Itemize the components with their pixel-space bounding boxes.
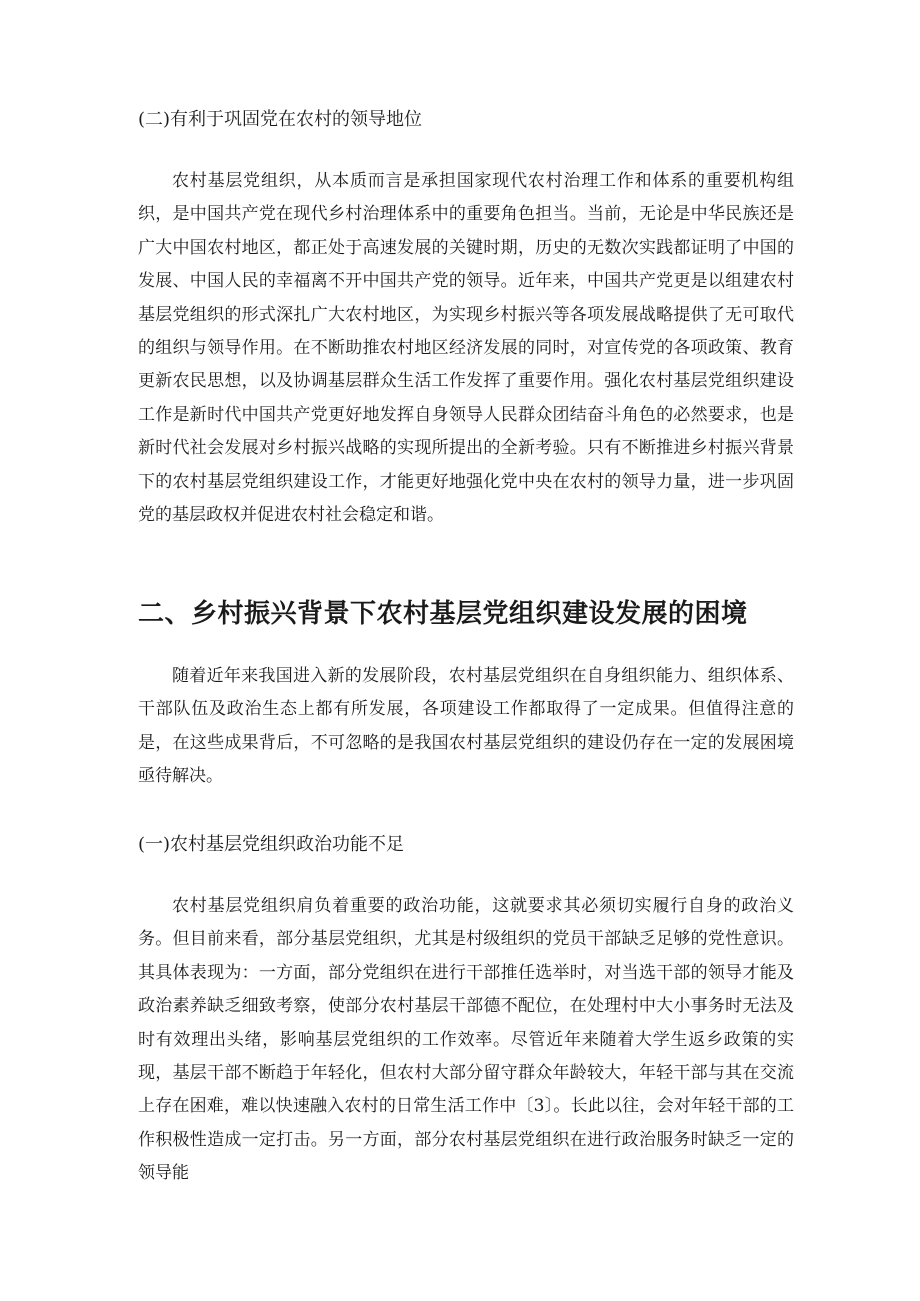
paragraph-political-function: 农村基层党组织肩负着重要的政治功能，这就要求其必须切实履行自身的政治义务。但目前来看，部分基层党组织，尤其是村级组织的党员干部缺乏足够的党性意识。其具体表现为：一方面，部分党组织在进行干部推任选举时，对当选干部的领导才能及政治素养缺乏细致考察，使部分农村基层干部德不配位，在处理村中大小事务时无法及时有效理出头绪，影响基层党组织的工作效率。尽管近年来随着大学生返乡政策的实现，基层干部不断趋于年轻化，但农村大部分留守群众年龄较大，年轻干部与其在交流上存在困难，难以快速融入农村的日常生活工作中〔3〕。长此以往，会对年轻干部的工作积极性造成一定打击。另一方面，部分农村基层党组织在进行政治服务时缺乏一定的领导能 xyxy=(138,896,794,1184)
subheading-two: (二)有利于巩固党在农村的领导地位 xyxy=(138,109,423,130)
section-heading-dilemmas: 二、乡村振兴背景下农村基层党组织建设发展的困境 xyxy=(138,599,748,629)
paragraph-dilemmas-intro: 随着近年来我国进入新的发展阶段，农村基层党组织在自身组织能力、组织体系、干部队伍及政治生态上都有所发展，各项建设工作都取得了一定成果。但值得注意的是，在这些成果背后，不可忽略的是我国农村基层党组织的建设仍存在一定的发展困境亟待解决。 xyxy=(138,666,794,787)
subheading-one: (一)农村基层党组织政治功能不足 xyxy=(138,834,405,855)
paragraph-leadership-role: 农村基层党组织，从本质而言是承担国家现代农村治理工作和体系的重要机构组织，是中国共产党在现代乡村治理体系中的重要角色担当。当前，无论是中华民族还是广大中国农村地区，都正处于高速发展的关键时期，历史的无数次实践都证明了中国的发展、中国人民的幸福离不开中国共产党的领导。近年来，中国共产党更是以组建农村基层党组织的形式深扎广大农村地区，为实现乡村振兴等各项发展战略提供了无可取代的组织与领导作用。在不断助推农村地区经济发展的同时，对宣传党的各项政策、教育更新农民思想，以及协调基层群众生活工作发挥了重要作用。强化农村基层党组织建设工作是新时代中国共产党更好地发挥自身领导人民群众团结奋斗角色的必然要求，也是新时代社会发展对乡村振兴战略的实现所提出的全新考验。只有不断推进乡村振兴背景下的农村基层党组织建设工作，才能更好地强化党中央在农村的领导力量，进一步巩固党的基层政权并促进农村社会稳定和谐。 xyxy=(138,171,794,526)
